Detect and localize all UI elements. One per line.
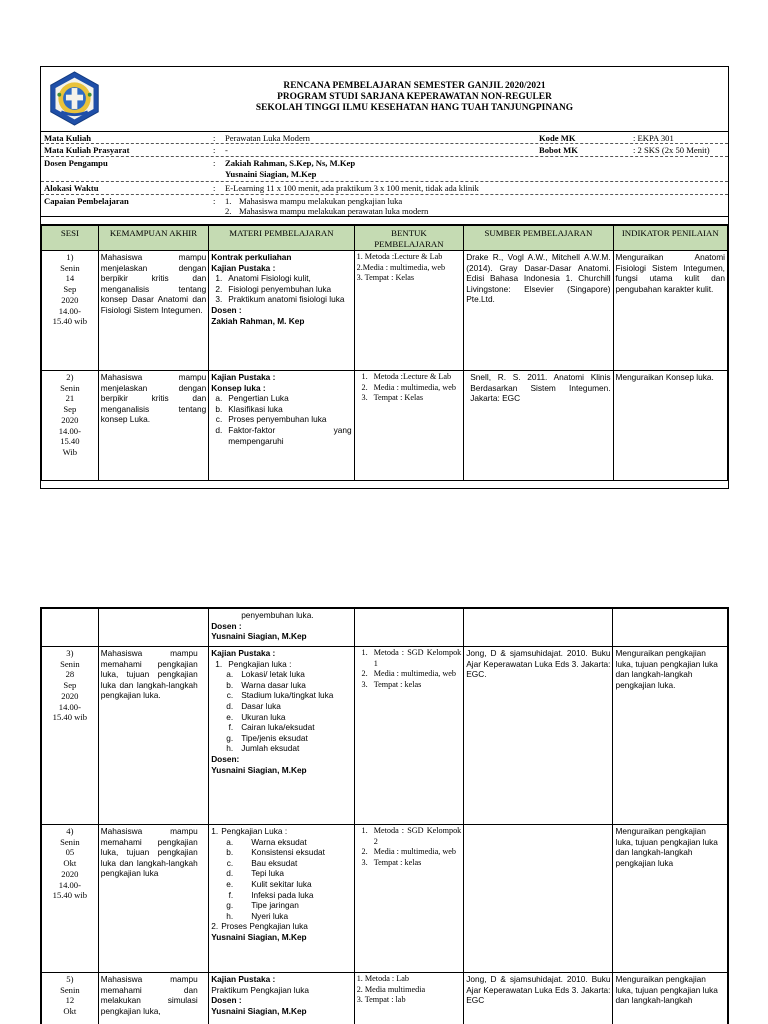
sesi-cell: 2) Senin 21 Sep 2020 14.00- 15.40 Wib <box>42 371 99 481</box>
indikator-cell: Menguraikan pengkajian luka, tujuan pengkajian luka dan langkah-langkah pengkajian luka <box>613 825 728 973</box>
rps-table-page-1 <box>41 225 728 481</box>
kemampuan-cell: Mahasiswa mampu memahami pengkajian luka, tujuan pengkajian luka dan langkah-langkah pengkajian luka. <box>98 647 208 825</box>
mk-label: Mata Kuliah <box>44 133 92 143</box>
document-title <box>111 81 718 114</box>
sumber-cell: Drake R., Vogl A.W., Mitchell A.W.M. (2014). Gray Dasar-Dasar Anatomi. Edisi Bahasa Indonesia 1. Churchill Livingstone: Elsevier (Singapore) Pte.Ltd. <box>464 251 613 371</box>
info-row-dosen <box>41 157 728 182</box>
indikator-cell: Menguraikan pengkajian luka, tujuan pengkajian luka dan langkah-langkah <box>613 973 728 1024</box>
capaian-label: Capaian Pembelajaran <box>44 196 129 206</box>
kemampuan-cell: Mahasiswa mampu memahami pengkajian luka, tujuan pengkajian luka dan langkah-langkah pengkajian luka <box>98 825 208 973</box>
prasyarat-label: Mata Kuliah Prasyarat <box>44 145 130 155</box>
kode-label: Kode MK <box>539 133 576 143</box>
col-bentuk: BENTUK PEMBELAJARAN <box>354 226 464 251</box>
colon: : <box>213 183 216 193</box>
alokasi-value: E-Learning 11 x 100 menit, ada praktikum 3 x 100 menit, tidak ada klinik <box>225 183 479 193</box>
indikator-cell: Menguraikan Konsep luka. <box>613 371 727 481</box>
document-page-1 <box>40 66 729 489</box>
materi-cell: Kajian Pustaka : Konsep luka : a. Pengertian Luka b. Klasifikasi luka c. Proses penyembuhan luka d. Faktor-faktor yang mempengaruhi <box>209 371 354 481</box>
sesi-cell: 3) Senin 28 Sep 2020 14.00- 15.40 wib <box>42 647 99 825</box>
kemampuan-cell: Mahasiswa mampu memahami dan melakukan simulasi pengkajian luka, <box>98 973 208 1024</box>
col-sumber: SUMBER PEMBELAJARAN <box>464 226 613 251</box>
sesi-cell: 5) Senin 12 Okt <box>42 973 99 1024</box>
table-row <box>42 647 728 825</box>
info-row-capaian <box>41 195 728 217</box>
table-row <box>42 609 728 647</box>
info-row-alokasi <box>41 182 728 195</box>
colon: : <box>213 145 216 155</box>
bentuk-cell: 1. Metoda : SGD Kelompok 2 2. Media : multimedia, web 3. Tempat : kelas <box>354 825 464 973</box>
table-row <box>42 251 728 371</box>
materi-cell: penyembuhan luka. Dosen : Yusnaini Siagian, M.Kep <box>209 609 355 647</box>
bentuk-cell: 1. Metoda :Lecture & Lab 2.Media : multimedia, web 3. Tempat : Kelas <box>354 251 464 371</box>
capaian-item: 1. Mahasiswa mampu melakukan pengkajian luka <box>225 196 403 206</box>
spacer <box>41 217 728 225</box>
capaian-list <box>225 196 428 216</box>
col-kemampuan: KEMAMPUAN AKHIR <box>98 226 209 251</box>
bentuk-cell <box>354 609 464 647</box>
bentuk-cell: 1. Metoda : SGD Kelompok 1 2. Media : multimedia, web 3. Tempat : kelas <box>354 647 464 825</box>
table-row <box>42 825 728 973</box>
materi-cell: Kajian Pustaka : Praktikum Pengkajian luka Dosen : Yusnaini Siagian, M.Kep <box>209 973 355 1024</box>
table-row <box>42 371 728 481</box>
colon: : <box>213 133 216 143</box>
capaian-item: 2. Mahasiswa mampu melakukan perawatan luka modern <box>225 206 429 216</box>
kode-value: : EKPA 301 <box>633 133 674 143</box>
document-header <box>41 67 728 132</box>
sesi-cell: 4) Senin 05 Okt 2020 14.00- 15.40 wib <box>42 825 99 973</box>
title-line-1: RENCANA PEMBELAJARAN SEMESTER GANJIL 2020/2021 <box>283 81 546 91</box>
sesi-cell <box>42 609 99 647</box>
col-materi: MATERI PEMBELAJARAN <box>209 226 354 251</box>
colon: : <box>213 196 216 206</box>
sumber-cell: Jong, D & sjamsuhidajat. 2010. Buku Ajar Keperawatan Luka Eds 3. Jakarta: EGC <box>464 973 613 1024</box>
col-sesi: SESI <box>42 226 99 251</box>
alokasi-label: Alokasi Waktu <box>44 183 99 193</box>
sumber-cell: Jong, D & sjamsuhidajat. 2010. Buku Ajar Keperawatan Luka Eds 3. Jakarta: EGC. <box>464 647 613 825</box>
course-info <box>41 132 728 217</box>
bentuk-cell: 1. Metoda : Lab 2. Media multimedia 3. Tempat : lab <box>354 973 464 1024</box>
materi-cell: Kajian Pustaka : 1. Pengkajian luka : a. Lokasi/ letak luka b. Warna dasar luka c. Stadium luka/tingkat luka d. Dasar luka e. Ukuran luka f. Cairan luka/eksudat g. Tipe/jenis eksudat h. Jumlah eksudat Dosen: Yusnaini Siagian, M.Kep <box>209 647 355 825</box>
table-header-row <box>42 226 728 251</box>
info-row-mata-kuliah <box>41 132 728 144</box>
materi-cell: Kontrak perkuliahan Kajian Pustaka : 1. Anatomi Fisiologi kulit, 2. Fisiologi penyembuhan luka 3. Praktikum anatomi fisiologi luka Dosen : Zakiah Rahman, M. Kep <box>209 251 354 371</box>
kemampuan-cell: Mahasiswa mampu menjelaskan dengan berpikir kritis dan menganalisis tentang konsep Luka. <box>98 371 209 481</box>
sumber-cell <box>464 825 613 973</box>
institution-logo-icon <box>46 70 103 127</box>
rps-table-page-2 <box>41 608 728 1024</box>
materi-cell: 1. Pengkajian Luka : a. Warna eksudat b. Konsistensi eksudat c. Bau eksudat d. Tepi luka e. Kulit sekitar luka f. Infeksi pada luka g. Tipe jaringan h. Nyeri luka 2. Proses Pengkajian luka Yusnaini Siagian, M.Kep <box>209 825 355 973</box>
col-indikator: INDIKATOR PENILAIAN <box>613 226 727 251</box>
sumber-cell <box>464 609 613 647</box>
indikator-cell: Menguraikan pengkajian luka, tujuan pengkajian luka dan langkah-langkah pengkajian luka. <box>613 647 728 825</box>
kemampuan-cell <box>98 609 208 647</box>
document-page-2 <box>40 607 729 1024</box>
indikator-cell <box>613 609 728 647</box>
bobot-value: : 2 SKS (2x 50 Menit) <box>633 145 710 155</box>
table-row <box>42 973 728 1024</box>
title-line-2: PROGRAM STUDI SARJANA KEPERAWATAN NON-REGULER <box>277 92 552 102</box>
mk-value: Perawatan Luka Modern <box>225 133 310 143</box>
dosen-label: Dosen Pengampu <box>44 158 108 168</box>
bentuk-cell: 1. Metoda :Lecture & Lab 2. Media : multimedia, web 3. Tempat : Kelas <box>354 371 464 481</box>
indikator-cell: Menguraikan Anatomi Fisiologi Sistem Integumen, fungsi utama kulit dan pengubahan karakter kulit. <box>613 251 727 371</box>
sesi-cell: 1) Senin 14 Sep 2020 14.00- 15.40 wib <box>42 251 99 371</box>
dosen-value-1: Zakiah Rahman, S.Kep, Ns, M.Kep <box>225 158 356 168</box>
prasyarat-value: - <box>225 145 228 155</box>
colon: : <box>213 158 216 168</box>
sumber-cell: Snell, R. S. 2011. Anatomi Klinis Berdasarkan Sistem Integumen. Jakarta: EGC <box>464 371 613 481</box>
title-line-3: SEKOLAH TINGGI ILMU KESEHATAN HANG TUAH TANJUNGPINANG <box>255 103 574 113</box>
bobot-label: Bobot MK <box>539 145 578 155</box>
info-row-prasyarat <box>41 144 728 157</box>
kemampuan-cell: Mahasiswa mampu menjelaskan dengan berpikir kritis dan menganalisis tentang konsep Dasar Anatomi dan Fisiologi Sistem Integumen. <box>98 251 209 371</box>
dosen-value-2: Yusnaini Siagian, M.Kep <box>225 169 317 179</box>
